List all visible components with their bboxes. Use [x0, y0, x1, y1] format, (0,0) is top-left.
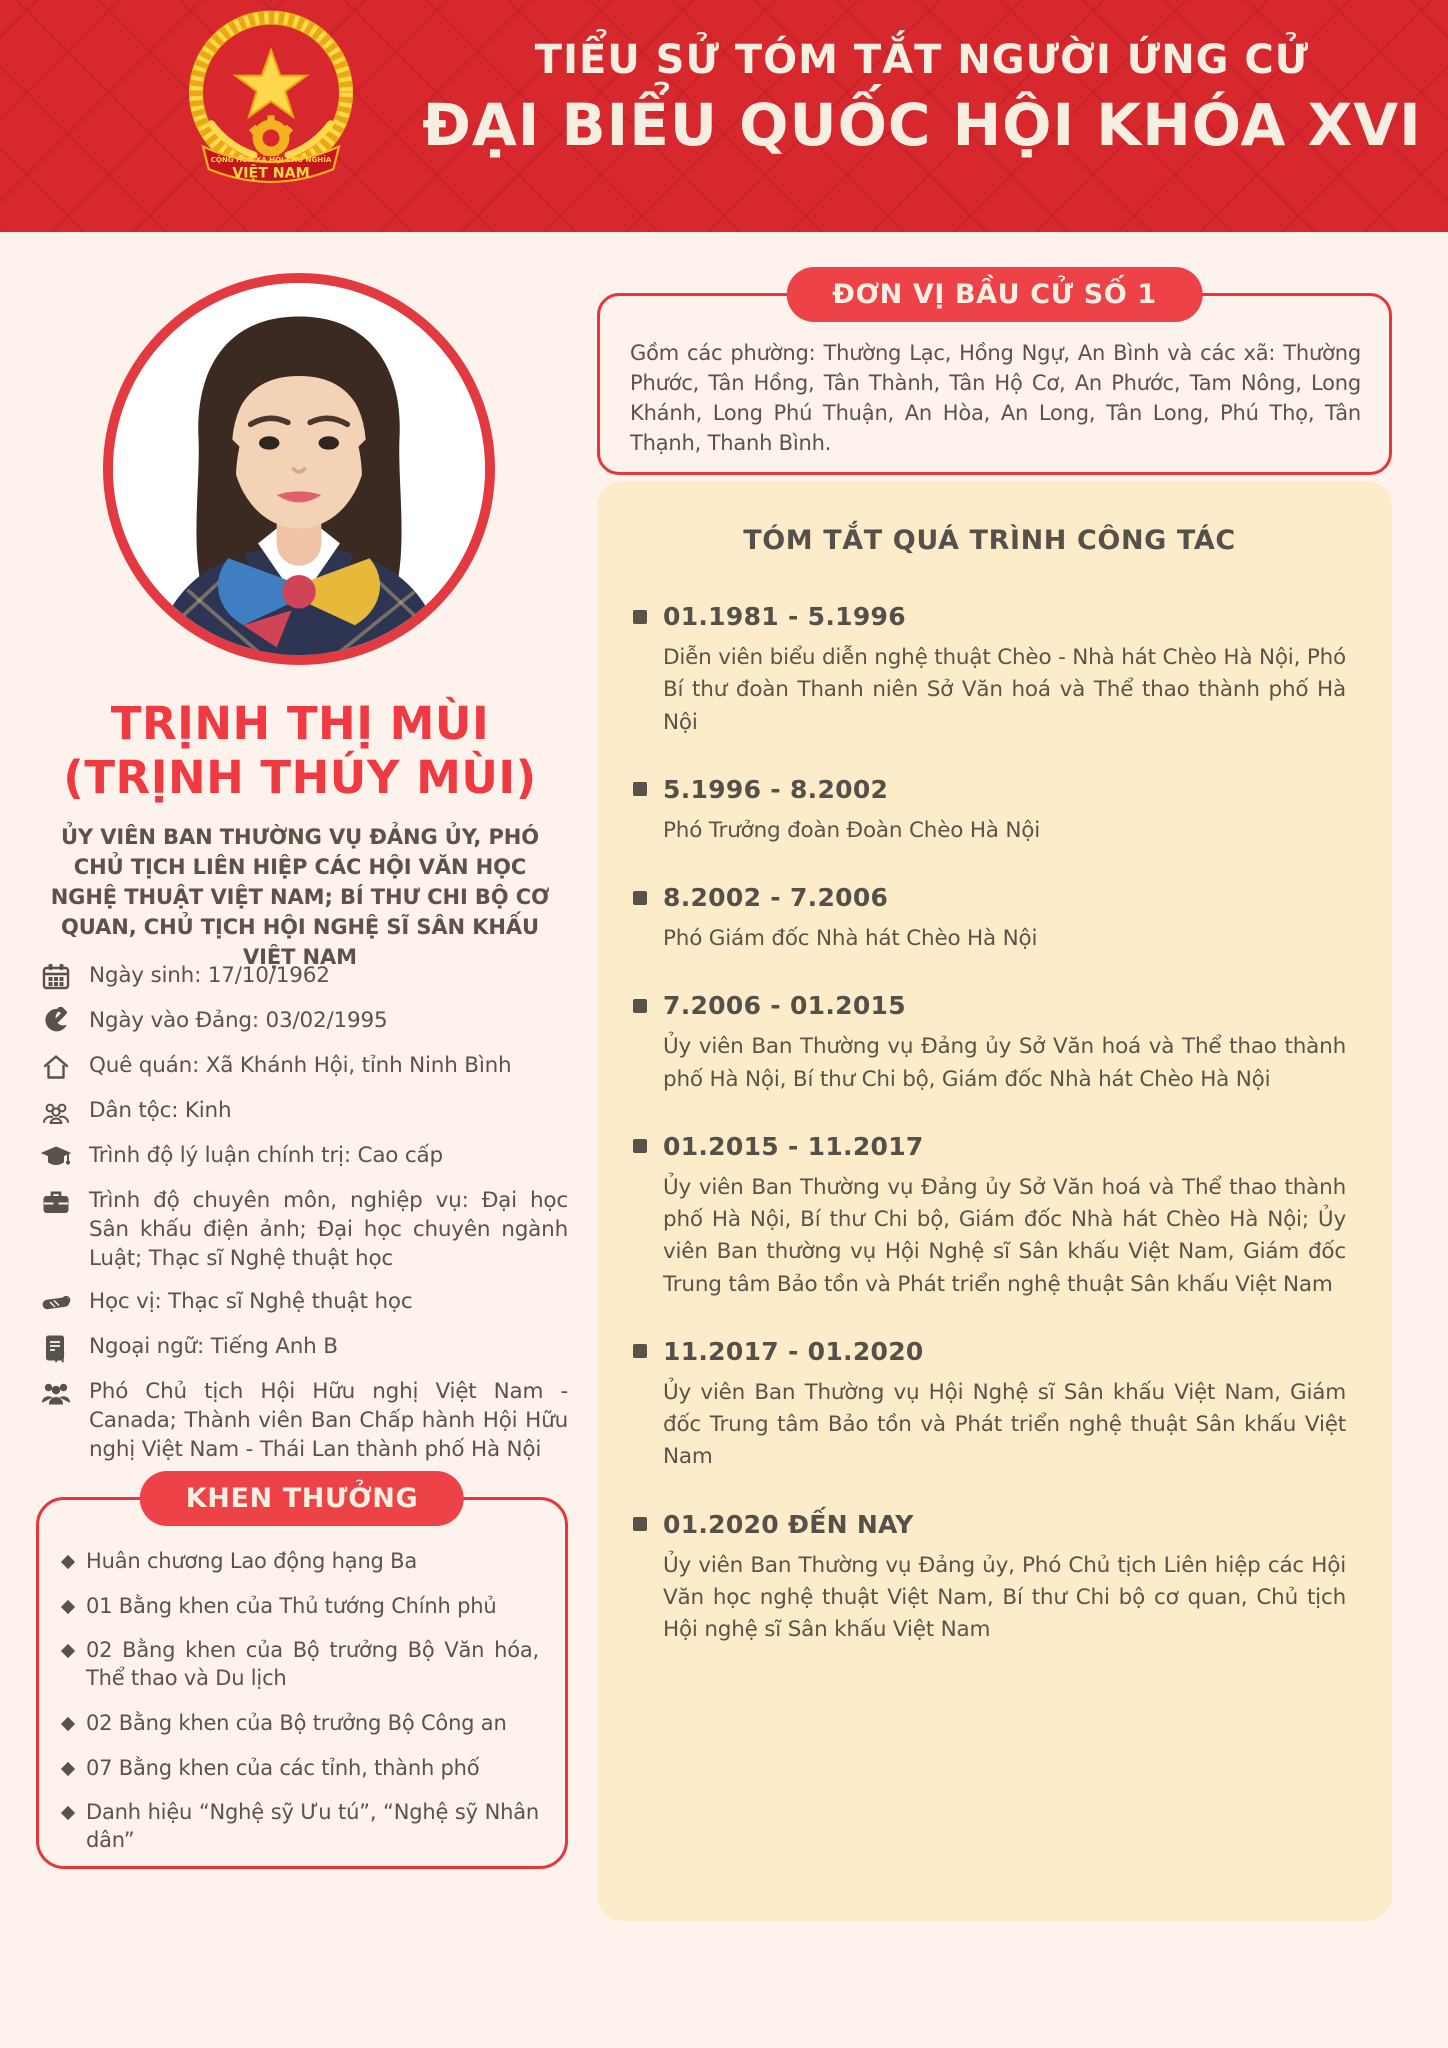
career-description: Phó Trưởng đoàn Đoàn Chèo Hà Nội — [663, 817, 1041, 843]
detail-row-political-theory — [40, 1142, 568, 1172]
detail-row-hometown — [40, 1052, 568, 1082]
header — [0, 0, 1448, 232]
calendar-icon — [40, 962, 72, 992]
detail-row-memberships — [40, 1378, 568, 1464]
personal-details-list — [40, 962, 568, 1465]
diamond-bullet-icon — [61, 1600, 75, 1614]
award-text: 07 Bằng khen của các tỉnh, thành phố — [86, 1755, 480, 1780]
home-icon — [40, 1052, 72, 1082]
career-description: Ủy viên Ban Thường vụ Đảng ủy, Phó Chủ tịch Liên hiệp các Hội Văn học nghệ thuật Việt Nam, Bí thư Chi bộ cơ quan, Chủ tịch Hội nghệ sĩ Sân khấu Việt Nam — [663, 1552, 1346, 1642]
square-bullet-icon — [633, 999, 647, 1013]
detail-memberships: Phó Chủ tịch Hội Hữu nghị Việt Nam - Canada; Thành viên Ban Chấp hành Hội Hữu nghị Việt Nam - Thái Lan thành phố Hà Nội — [89, 1379, 568, 1462]
detail-hometown: Quê quán: Xã Khánh Hội, tỉnh Ninh Bình — [89, 1053, 512, 1078]
detail-birthdate: Ngày sinh: 17/10/1962 — [89, 963, 330, 988]
career-entry — [633, 991, 1346, 1096]
award-text: 02 Bằng khen của Bộ trưởng Bộ Văn hóa, Thể thao và Du lịch — [86, 1638, 539, 1691]
briefcase-icon — [40, 1187, 72, 1217]
award-item — [63, 1799, 539, 1854]
career-description: Ủy viên Ban Thường vụ Đảng ủy Sở Văn hoá và Thể thao thành phố Hà Nội, Bí thư Chi bộ, Giám đốc Nhà hát Chèo Hà Nội; Ủy viên Ban thường vụ Hội Nghệ sĩ Sân khấu Việt Nam, Giám đốc Trung tâm Bảo tồn và Phát triển nghệ thuật Sân khấu Việt Nam — [663, 1174, 1346, 1297]
detail-row-ethnicity — [40, 1097, 568, 1127]
graduation-cap-icon — [40, 1142, 72, 1172]
award-text: Huân chương Lao động hạng Ba — [86, 1549, 418, 1573]
career-panel-title: TÓM TẮT QUÁ TRÌNH CÔNG TÁC — [743, 525, 1236, 556]
detail-row-birthdate — [40, 962, 568, 992]
detail-professional: Trình độ chuyên môn, nghiệp vụ: Đại học Sân khấu điện ảnh; Đại học chuyên ngành Luật; Thạc sĩ Nghệ thuật học — [89, 1188, 568, 1271]
career-period: 11.2017 - 01.2020 — [663, 1336, 924, 1366]
document-icon — [40, 1333, 72, 1363]
career-entry — [633, 1337, 1346, 1474]
candidate-photo — [103, 273, 495, 665]
career-period: 01.2020 ĐẾN NAY — [663, 1509, 914, 1539]
award-text: 02 Bằng khen của Bộ trưởng Bộ Công an — [86, 1710, 507, 1735]
election-unit-title-badge: ĐƠN VỊ BẦU CỬ SỐ 1 — [786, 267, 1203, 322]
header-titles — [420, 38, 1424, 158]
career-period: 01.1981 - 5.1996 — [663, 602, 906, 631]
square-bullet-icon — [633, 1517, 647, 1531]
career-period: 7.2006 - 01.2015 — [663, 991, 906, 1021]
career-description: Ủy viên Ban Thường vụ Đảng ủy Sở Văn hoá và Thể thao thành phố Hà Nội, Bí thư Chi bộ, Giám đốc Nhà hát Chèo Hà Nội — [663, 1034, 1346, 1092]
detail-row-degree — [40, 1288, 568, 1318]
award-item — [63, 1755, 539, 1783]
career-description: Phó Giám đốc Nhà hát Chèo Hà Nội — [663, 926, 1038, 951]
detail-party-date: Ngày vào Đảng: 03/02/1995 — [89, 1008, 388, 1033]
award-text: Danh hiệu “Nghệ sỹ Ưu tú”, “Nghệ sỹ Nhân dân” — [86, 1800, 539, 1853]
career-entry — [633, 883, 1346, 955]
diamond-bullet-icon — [61, 1806, 75, 1820]
detail-language: Ngoại ngữ: Tiếng Anh B — [89, 1334, 338, 1360]
career-description: Ủy viên Ban Thường vụ Hội Nghệ sĩ Sân khấu Việt Nam, Giám đốc Trung tâm Bảo tồn và Phát triển nghệ thuật Sân khấu Việt Nam — [663, 1379, 1346, 1470]
awards-section — [36, 1483, 568, 1869]
election-unit-section — [597, 279, 1392, 475]
poster-subtitle: TIỂU SỬ TÓM TẮT NGƯỜI ỨNG CỬ — [534, 37, 1310, 83]
detail-row-party-date — [40, 1007, 568, 1037]
career-entry — [633, 1132, 1346, 1301]
award-item — [63, 1548, 539, 1576]
career-entry — [633, 775, 1346, 847]
career-summary-panel — [597, 481, 1392, 1921]
career-period: 01.2015 - 11.2017 — [663, 1131, 924, 1161]
career-entry — [633, 1510, 1346, 1647]
candidate-name — [30, 697, 570, 805]
detail-row-professional — [40, 1187, 568, 1273]
career-description: Diễn viên biểu diễn nghệ thuật Chèo - Nhà hát Chèo Hà Nội, Phó Bí thư đoàn Thanh niên Sở Văn hoá và Thể thao thành phố Hà Nội — [663, 645, 1346, 735]
career-period: 8.2002 - 7.2006 — [663, 883, 889, 912]
award-item — [63, 1593, 539, 1621]
poster-title: ĐẠI BIỂU QUỐC HỘI KHÓA XVI — [422, 91, 1422, 159]
detail-degree: Học vị: Thạc sĩ Nghệ thuật học — [89, 1289, 413, 1315]
square-bullet-icon — [633, 1344, 647, 1358]
candidate-position-summary: ỦY VIÊN BAN THƯỜNG VỤ ĐẢNG ỦY, PHÓ CHỦ TỊCH LIÊN HIỆP CÁC HỘI VĂN HỌC NGHỆ THUẬT VIỆT NAM; BÍ THƯ CHI BỘ CƠ QUAN, CHỦ TỊCH HỘI NGHỆ SĨ SÂN KHẤU VIỆT NAM — [50, 825, 550, 970]
awards-title-badge: KHEN THƯỞNG — [140, 1471, 464, 1526]
hammer-sickle-icon — [40, 1007, 72, 1037]
detail-education: Trình độ lý luận chính trị: Cao cấp — [89, 1143, 443, 1168]
career-period: 5.1996 - 8.2002 — [663, 774, 889, 804]
award-item — [63, 1637, 539, 1692]
name-line-1: TRỊNH THỊ MÙI — [110, 697, 490, 750]
career-entry — [633, 602, 1346, 739]
election-unit-description: Gồm các phường: Thường Lạc, Hồng Ngự, An Bình và các xã: Thường Phước, Tân Hồng, Tân Thành, Tân Hộ Cơ, An Phước, Tam Nông, Long Khánh, Long Phú Thuận, An Hòa, An Long, Tân Long, Phú Thọ, Tân Thạnh, Thanh Bình. — [630, 341, 1361, 456]
square-bullet-icon — [633, 610, 647, 624]
emblem-country-label: VIỆT NAM — [232, 165, 310, 182]
diamond-bullet-icon — [61, 1762, 75, 1776]
vietnam-emblem-icon — [186, 8, 356, 200]
diamond-bullet-icon — [61, 1555, 75, 1569]
square-bullet-icon — [633, 782, 647, 796]
square-bullet-icon — [633, 1139, 647, 1153]
award-text: 01 Bằng khen của Thủ tướng Chính phủ — [86, 1593, 497, 1618]
name-line-2: (TRỊNH THÚY MÙI) — [63, 751, 537, 804]
square-bullet-icon — [633, 891, 647, 905]
career-timeline — [633, 602, 1346, 1646]
people-icon — [40, 1097, 72, 1127]
detail-ethnicity: Dân tộc: Kinh — [89, 1098, 232, 1123]
award-item — [63, 1710, 539, 1738]
diploma-icon — [40, 1288, 72, 1318]
detail-row-language — [40, 1333, 568, 1363]
diamond-bullet-icon — [61, 1717, 75, 1731]
portrait-illustration — [113, 283, 485, 655]
emblem-motto: CỘNG HÒA XÃ HỘI CHỦ NGHĨA — [210, 155, 332, 165]
diamond-bullet-icon — [61, 1644, 75, 1658]
group-icon — [40, 1378, 72, 1408]
